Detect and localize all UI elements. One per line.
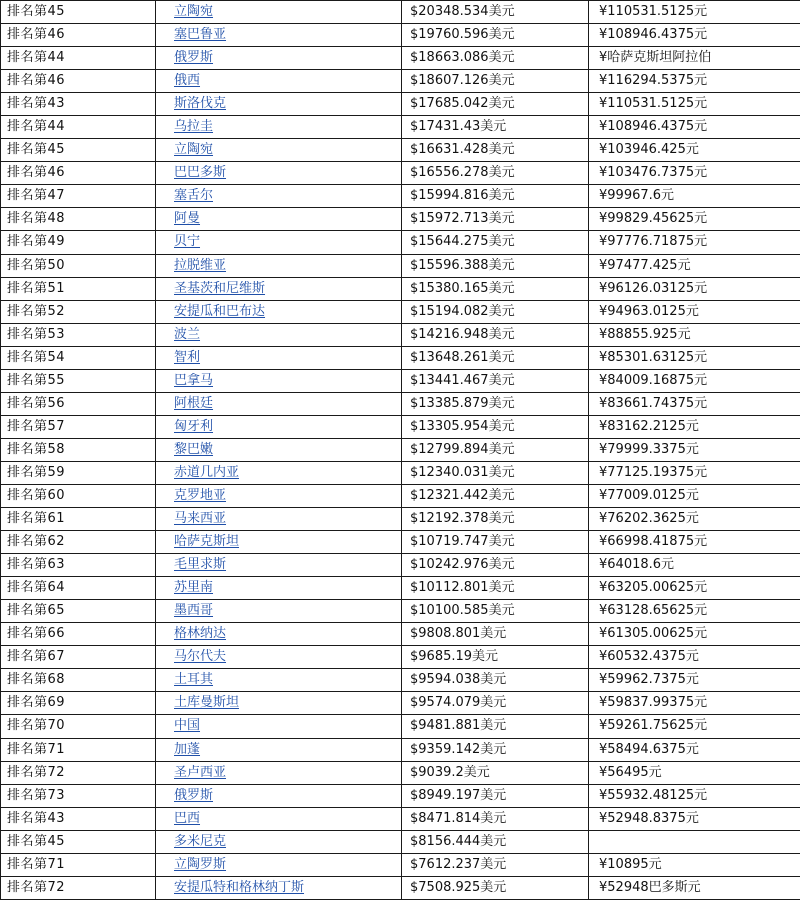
country-cell bbox=[156, 623, 402, 646]
country-cell bbox=[156, 208, 402, 231]
country-cell bbox=[156, 669, 402, 692]
table-row bbox=[1, 830, 800, 853]
rank-cell: 排名第72 bbox=[1, 761, 156, 784]
country-cell bbox=[156, 484, 402, 507]
usd-value-cell: $8156.444美元 bbox=[402, 830, 589, 853]
usd-value-cell: $15994.816美元 bbox=[402, 185, 589, 208]
rank-cell: 排名第72 bbox=[1, 876, 156, 899]
usd-value-cell: $9594.038美元 bbox=[402, 669, 589, 692]
country-link[interactable]: 马尔代夫 bbox=[174, 649, 227, 665]
rank-cell: 排名第56 bbox=[1, 392, 156, 415]
rank-cell: 排名第59 bbox=[1, 461, 156, 484]
usd-value-cell: $15972.713美元 bbox=[402, 208, 589, 231]
table-row bbox=[1, 438, 800, 461]
cny-value-cell: ¥83661.74375元 bbox=[589, 392, 800, 415]
cny-value-cell: ¥103946.425元 bbox=[589, 139, 800, 162]
table-body bbox=[1, 1, 800, 900]
rank-cell: 排名第55 bbox=[1, 369, 156, 392]
country-link[interactable]: 阿根廷 bbox=[174, 395, 214, 411]
table-row bbox=[1, 208, 800, 231]
cny-value-cell: ¥84009.16875元 bbox=[589, 369, 800, 392]
usd-value-cell: $20348.534美元 bbox=[402, 1, 589, 24]
cny-value-cell: ¥52948.8375元 bbox=[589, 807, 800, 830]
usd-value-cell: $13441.467美元 bbox=[402, 369, 589, 392]
cny-value-cell: ¥79999.3375元 bbox=[589, 438, 800, 461]
country-link[interactable]: 赤道几内亚 bbox=[174, 464, 240, 480]
country-cell bbox=[156, 139, 402, 162]
cny-value-cell: ¥55932.48125元 bbox=[589, 784, 800, 807]
cny-value-cell: ¥83162.2125元 bbox=[589, 415, 800, 438]
table-row bbox=[1, 692, 800, 715]
table-row bbox=[1, 162, 800, 185]
country-link[interactable]: 毛里求斯 bbox=[174, 557, 227, 573]
table-row bbox=[1, 415, 800, 438]
rank-cell: 排名第70 bbox=[1, 715, 156, 738]
country-cell bbox=[156, 346, 402, 369]
table-row bbox=[1, 784, 800, 807]
cny-value-cell: ¥85301.63125元 bbox=[589, 346, 800, 369]
country-cell bbox=[156, 254, 402, 277]
rank-cell: 排名第60 bbox=[1, 484, 156, 507]
table-row bbox=[1, 93, 800, 116]
rank-cell: 排名第52 bbox=[1, 300, 156, 323]
country-cell bbox=[156, 70, 402, 93]
country-cell bbox=[156, 438, 402, 461]
rank-cell: 排名第68 bbox=[1, 669, 156, 692]
table-row bbox=[1, 116, 800, 139]
rank-cell: 排名第62 bbox=[1, 531, 156, 554]
rank-cell: 排名第61 bbox=[1, 508, 156, 531]
country-cell bbox=[156, 300, 402, 323]
country-link[interactable]: 巴巴多斯 bbox=[174, 165, 227, 181]
table-row bbox=[1, 715, 800, 738]
country-cell bbox=[156, 715, 402, 738]
cny-value-cell: ¥64018.6元 bbox=[589, 554, 800, 577]
cny-value-cell: ¥110531.5125元 bbox=[589, 93, 800, 116]
country-cell bbox=[156, 830, 402, 853]
usd-value-cell: $15194.082美元 bbox=[402, 300, 589, 323]
country-link[interactable]: 墨西哥 bbox=[174, 603, 214, 619]
country-link[interactable]: 俄西 bbox=[174, 73, 201, 89]
country-cell bbox=[156, 415, 402, 438]
rank-cell: 排名第58 bbox=[1, 438, 156, 461]
usd-value-cell: $15596.388美元 bbox=[402, 254, 589, 277]
usd-value-cell: $16631.428美元 bbox=[402, 139, 589, 162]
table-row bbox=[1, 47, 800, 70]
country-cell bbox=[156, 761, 402, 784]
cny-value-cell: ¥97477.425元 bbox=[589, 254, 800, 277]
country-cell bbox=[156, 738, 402, 761]
usd-value-cell: $12321.442美元 bbox=[402, 484, 589, 507]
country-cell bbox=[156, 807, 402, 830]
country-cell bbox=[156, 369, 402, 392]
rank-cell: 排名第53 bbox=[1, 323, 156, 346]
usd-value-cell: $14216.948美元 bbox=[402, 323, 589, 346]
rank-cell: 排名第48 bbox=[1, 208, 156, 231]
usd-value-cell: $17685.042美元 bbox=[402, 93, 589, 116]
country-cell bbox=[156, 116, 402, 139]
cny-value-cell: ¥59837.99375元 bbox=[589, 692, 800, 715]
cny-value-cell: ¥76202.3625元 bbox=[589, 508, 800, 531]
table-row bbox=[1, 600, 800, 623]
usd-value-cell: $12340.031美元 bbox=[402, 461, 589, 484]
country-cell bbox=[156, 392, 402, 415]
cny-value-cell: ¥61305.00625元 bbox=[589, 623, 800, 646]
country-cell bbox=[156, 162, 402, 185]
table-row bbox=[1, 185, 800, 208]
rank-cell: 排名第57 bbox=[1, 415, 156, 438]
country-link[interactable]: 克罗地亚 bbox=[174, 488, 227, 503]
rank-cell: 排名第71 bbox=[1, 738, 156, 761]
country-link[interactable]: 立陶宛 bbox=[174, 142, 214, 158]
country-link[interactable]: 土库曼斯坦 bbox=[174, 695, 240, 711]
country-cell bbox=[156, 323, 402, 346]
country-cell bbox=[156, 277, 402, 300]
cny-value-cell: ¥103476.7375元 bbox=[589, 162, 800, 185]
usd-value-cell: $12192.378美元 bbox=[402, 508, 589, 531]
country-link[interactable]: 苏里南 bbox=[174, 580, 214, 596]
rank-cell: 排名第65 bbox=[1, 600, 156, 623]
country-cell bbox=[156, 508, 402, 531]
cny-value-cell: ¥哈萨克斯坦阿拉伯 bbox=[589, 47, 800, 70]
rank-cell: 排名第64 bbox=[1, 577, 156, 600]
rank-cell: 排名第46 bbox=[1, 24, 156, 47]
table-row bbox=[1, 277, 800, 300]
country-link[interactable]: 巴西 bbox=[174, 810, 201, 826]
table-row bbox=[1, 254, 800, 277]
country-link[interactable]: 乌拉圭 bbox=[174, 119, 214, 135]
country-link[interactable]: 土耳其 bbox=[174, 672, 214, 688]
country-link[interactable]: 圣卢西亚 bbox=[174, 764, 227, 780]
cny-value-cell: ¥59261.75625元 bbox=[589, 715, 800, 738]
table-row bbox=[1, 853, 800, 876]
country-link[interactable]: 阿曼 bbox=[174, 211, 201, 227]
usd-value-cell: $10719.747美元 bbox=[402, 531, 589, 554]
cny-value-cell: ¥52948巴多斯元 bbox=[589, 876, 800, 899]
rank-cell: 排名第45 bbox=[1, 830, 156, 853]
rank-cell: 排名第43 bbox=[1, 807, 156, 830]
country-link[interactable]: 斯洛伐克 bbox=[174, 96, 227, 112]
country-cell bbox=[156, 531, 402, 554]
table-row bbox=[1, 461, 800, 484]
country-cell bbox=[156, 93, 402, 116]
usd-value-cell: $13305.954美元 bbox=[402, 415, 589, 438]
rank-cell: 排名第69 bbox=[1, 692, 156, 715]
country-link[interactable]: 立陶宛 bbox=[174, 4, 214, 20]
country-link[interactable]: 塞巴鲁亚 bbox=[174, 27, 227, 43]
usd-value-cell: $13648.261美元 bbox=[402, 346, 589, 369]
country-cell bbox=[156, 876, 402, 899]
usd-value-cell: $7508.925美元 bbox=[402, 876, 589, 899]
cny-value-cell: ¥116294.5375元 bbox=[589, 70, 800, 93]
usd-value-cell: $8471.814美元 bbox=[402, 807, 589, 830]
table-row bbox=[1, 346, 800, 369]
usd-value-cell: $15380.165美元 bbox=[402, 277, 589, 300]
cny-value-cell: ¥110531.5125元 bbox=[589, 1, 800, 24]
table-row bbox=[1, 508, 800, 531]
table-row bbox=[1, 807, 800, 830]
cny-value-cell: ¥60532.4375元 bbox=[589, 646, 800, 669]
country-link[interactable]: 拉脱维亚 bbox=[174, 257, 227, 273]
country-link[interactable]: 巴拿马 bbox=[174, 372, 214, 388]
cny-value-cell bbox=[589, 830, 800, 853]
country-link[interactable]: 马来西亚 bbox=[174, 511, 227, 527]
country-cell bbox=[156, 47, 402, 70]
country-link[interactable]: 智利 bbox=[174, 349, 201, 365]
table-row bbox=[1, 392, 800, 415]
country-link[interactable]: 黎巴嫩 bbox=[174, 441, 214, 457]
rank-cell: 排名第43 bbox=[1, 93, 156, 116]
country-link[interactable]: 匈牙利 bbox=[174, 418, 214, 434]
table-row bbox=[1, 484, 800, 507]
usd-value-cell: $10112.801美元 bbox=[402, 577, 589, 600]
country-cell bbox=[156, 646, 402, 669]
table-row bbox=[1, 531, 800, 554]
country-link[interactable]: 贝宁 bbox=[174, 234, 201, 250]
country-link[interactable]: 格林纳达 bbox=[174, 626, 227, 642]
rank-cell: 排名第49 bbox=[1, 231, 156, 254]
table-row bbox=[1, 300, 800, 323]
cny-value-cell: ¥97776.71875元 bbox=[589, 231, 800, 254]
table-row bbox=[1, 761, 800, 784]
rank-cell: 排名第67 bbox=[1, 646, 156, 669]
usd-value-cell: $18607.126美元 bbox=[402, 70, 589, 93]
country-cell bbox=[156, 554, 402, 577]
cny-value-cell: ¥10895元 bbox=[589, 853, 800, 876]
country-cell bbox=[156, 853, 402, 876]
rank-cell: 排名第44 bbox=[1, 116, 156, 139]
cny-value-cell: ¥94963.0125元 bbox=[589, 300, 800, 323]
cny-value-cell: ¥108946.4375元 bbox=[589, 24, 800, 47]
rank-cell: 排名第71 bbox=[1, 853, 156, 876]
usd-value-cell: $15644.275美元 bbox=[402, 231, 589, 254]
cny-value-cell: ¥77125.19375元 bbox=[589, 461, 800, 484]
country-link[interactable]: 波兰 bbox=[174, 326, 201, 342]
cny-value-cell: ¥56495元 bbox=[589, 761, 800, 784]
cny-value-cell: ¥59962.7375元 bbox=[589, 669, 800, 692]
usd-value-cell: $19760.596美元 bbox=[402, 24, 589, 47]
country-link[interactable]: 塞舌尔 bbox=[174, 188, 214, 204]
table-row bbox=[1, 1, 800, 24]
table-row bbox=[1, 369, 800, 392]
country-link[interactable]: 立陶罗斯 bbox=[174, 856, 227, 872]
rank-cell: 排名第45 bbox=[1, 139, 156, 162]
table-row bbox=[1, 70, 800, 93]
usd-value-cell: $18663.086美元 bbox=[402, 47, 589, 70]
country-cell bbox=[156, 600, 402, 623]
table-row bbox=[1, 876, 800, 899]
table-row bbox=[1, 554, 800, 577]
usd-value-cell: $12799.894美元 bbox=[402, 438, 589, 461]
country-link[interactable]: 中国 bbox=[174, 718, 201, 734]
table-row bbox=[1, 24, 800, 47]
table-row bbox=[1, 646, 800, 669]
cny-value-cell: ¥77009.0125元 bbox=[589, 484, 800, 507]
table-row bbox=[1, 669, 800, 692]
country-link[interactable]: 俄罗斯 bbox=[174, 787, 214, 803]
usd-value-cell: $9359.142美元 bbox=[402, 738, 589, 761]
usd-value-cell: $9039.2美元 bbox=[402, 761, 589, 784]
cny-value-cell: ¥99967.6元 bbox=[589, 185, 800, 208]
rank-cell: 排名第45 bbox=[1, 1, 156, 24]
table-row bbox=[1, 231, 800, 254]
rank-cell: 排名第50 bbox=[1, 254, 156, 277]
usd-value-cell: $8949.197美元 bbox=[402, 784, 589, 807]
usd-value-cell: $9685.19美元 bbox=[402, 646, 589, 669]
cny-value-cell: ¥96126.03125元 bbox=[589, 277, 800, 300]
usd-value-cell: $9481.881美元 bbox=[402, 715, 589, 738]
cny-value-cell: ¥88855.925元 bbox=[589, 323, 800, 346]
country-cell bbox=[156, 185, 402, 208]
country-link[interactable]: 加蓬 bbox=[174, 741, 201, 757]
cny-value-cell: ¥66998.41875元 bbox=[589, 531, 800, 554]
country-cell bbox=[156, 692, 402, 715]
rank-cell: 排名第46 bbox=[1, 162, 156, 185]
country-link[interactable]: 多米尼克 bbox=[174, 833, 227, 849]
table-row bbox=[1, 738, 800, 761]
country-link[interactable]: 圣基茨和尼维斯 bbox=[174, 280, 266, 296]
rank-cell: 排名第46 bbox=[1, 70, 156, 93]
usd-value-cell: $10242.976美元 bbox=[402, 554, 589, 577]
country-cell bbox=[156, 784, 402, 807]
country-link[interactable]: 哈萨克斯坦 bbox=[174, 534, 240, 550]
usd-value-cell: $7612.237美元 bbox=[402, 853, 589, 876]
usd-value-cell: $9808.801美元 bbox=[402, 623, 589, 646]
cny-value-cell: ¥99829.45625元 bbox=[589, 208, 800, 231]
country-link[interactable]: 俄罗斯 bbox=[174, 50, 214, 66]
table-row bbox=[1, 323, 800, 346]
cny-value-cell: ¥63205.00625元 bbox=[589, 577, 800, 600]
rank-cell: 排名第51 bbox=[1, 277, 156, 300]
country-link[interactable]: 安提瓜和巴布达 bbox=[174, 303, 266, 319]
country-cell bbox=[156, 461, 402, 484]
rank-cell: 排名第63 bbox=[1, 554, 156, 577]
usd-value-cell: $16556.278美元 bbox=[402, 162, 589, 185]
table-row bbox=[1, 139, 800, 162]
country-cell bbox=[156, 231, 402, 254]
rank-cell: 排名第73 bbox=[1, 784, 156, 807]
cny-value-cell: ¥63128.65625元 bbox=[589, 600, 800, 623]
table-row bbox=[1, 623, 800, 646]
country-cell bbox=[156, 1, 402, 24]
country-link[interactable]: 安提瓜特和格林纳丁斯 bbox=[174, 879, 305, 895]
usd-value-cell: $17431.43美元 bbox=[402, 116, 589, 139]
rank-cell: 排名第44 bbox=[1, 47, 156, 70]
rank-cell: 排名第47 bbox=[1, 185, 156, 208]
cny-value-cell: ¥58494.6375元 bbox=[589, 738, 800, 761]
usd-value-cell: $9574.079美元 bbox=[402, 692, 589, 715]
country-cell bbox=[156, 24, 402, 47]
rank-cell: 排名第54 bbox=[1, 346, 156, 369]
rank-cell: 排名第66 bbox=[1, 623, 156, 646]
cny-value-cell: ¥108946.4375元 bbox=[589, 116, 800, 139]
usd-value-cell: $13385.879美元 bbox=[402, 392, 589, 415]
country-cell bbox=[156, 577, 402, 600]
usd-value-cell: $10100.585美元 bbox=[402, 600, 589, 623]
table-row bbox=[1, 577, 800, 600]
